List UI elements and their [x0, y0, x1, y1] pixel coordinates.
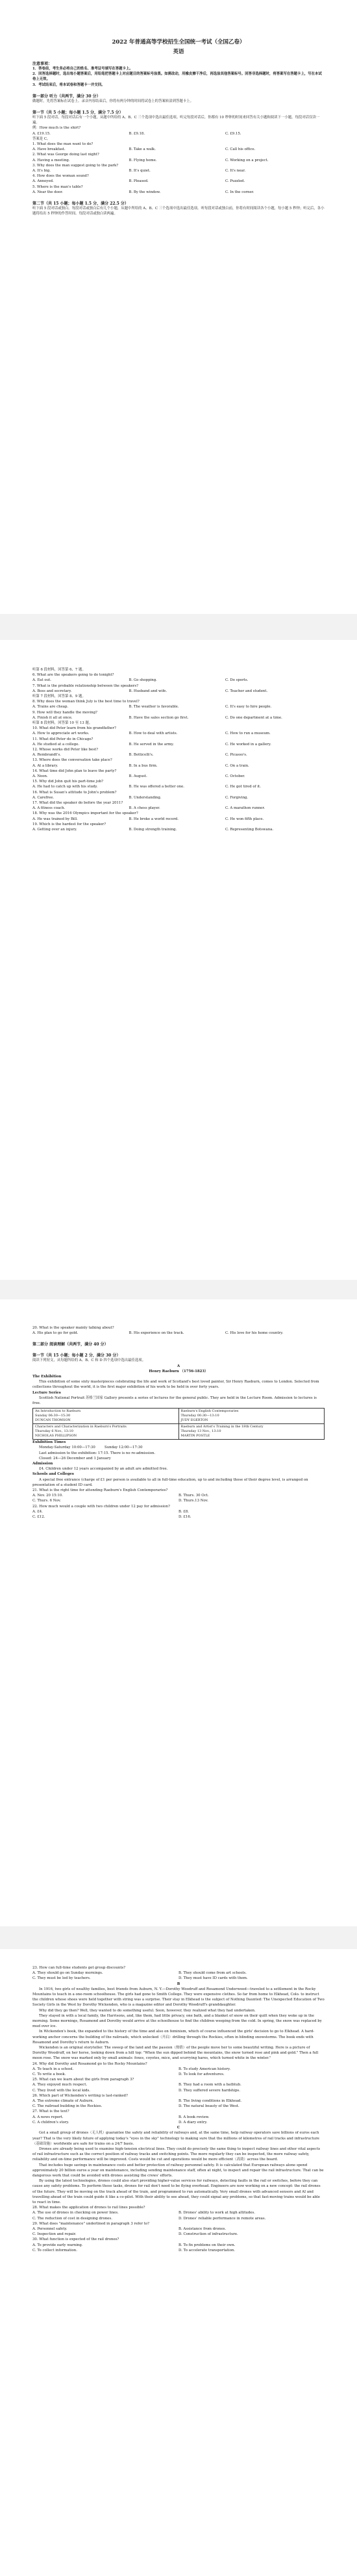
answer-option[interactable]: C. His love for his home country.	[225, 1331, 284, 1336]
answer-option[interactable]: D. Thurs.13 Nov.	[178, 1499, 208, 1503]
answer-option[interactable]: A. Have breakfast.	[32, 147, 66, 152]
question-text: 29. What does "maintenance" underlined in paragraph 3 refer to?	[32, 2221, 150, 2226]
answer-options	[32, 763, 325, 769]
subheading: Exhibition Times	[32, 1440, 66, 1445]
question-text: 15. Why did John quit his part-time job?	[32, 780, 104, 784]
paragraph: £4. Children under 12 years accompanied by an adult are admitted free.	[39, 1467, 168, 1472]
answer-option[interactable]: B. Doing strength training.	[129, 828, 177, 832]
answer-option[interactable]: C. October.	[225, 774, 245, 779]
page-gap	[0, 1280, 357, 1299]
answer-option[interactable]: B. They should come from art schools.	[178, 1971, 247, 1976]
paragraph: Got a small group of drones（无人机）guarantee the safety and reliability of railways and, at the same time, help railway operators save billions of euros each year? That is the very likely future of applying today's "eyes in the sky" technology to making sure that the millions of kilometres of rail tracks and infrastructure（基础设施）worldwide are safe for trains on a 24/7 basis.	[32, 2131, 319, 2146]
notice-item: 1．答卷前，考生务必将自己的姓名、准考证号填写在答题卡上。	[32, 67, 133, 71]
section-note: 阅读下列短文，从每题所给的 A、B、C 和 D 四个选项中选出最佳选项。	[32, 1358, 146, 1363]
paragraph: Last admission to the exhibition: 17:15. There is no re-admission.	[39, 1451, 156, 1455]
section-note: 听下面 5 段对话。每段对话后有一个小题，从题中所给的 A、B、C 三个选项中选出最佳选项。听完每段对话后，你都有 10 秒钟的时间来回答有关小题和阅读下一小题。每段对话仅读一遍。	[32, 116, 320, 125]
answer-option[interactable]: A. Trains are cheap.	[32, 705, 69, 709]
example-answer: 答案是 C。	[32, 136, 51, 141]
answer-option[interactable]: C. The railroad building in the Rockies.	[32, 2104, 103, 2109]
answer-options	[32, 2115, 325, 2125]
answer-option[interactable]: B. £8.	[178, 1509, 189, 1514]
question-text: 27. What is the text?	[32, 2110, 69, 2114]
answer-option[interactable]: B. August.	[129, 774, 147, 779]
notice-item: 2．回答选择题时，选出每小题答案后，用铅笔把答题卡上对应题目的答案标号涂黑。如需改动，用橡皮擦干净后，再选涂其他答案标号。回答非选择题时，将答案写在答题卡上，写在本试卷上无效。	[32, 72, 322, 82]
part-heading: 第二部分 阅读理解（共两节，满分 40 分）	[32, 1342, 108, 1347]
answer-option[interactable]: A. Annoyed.	[32, 179, 54, 184]
answer-option[interactable]: A. Carefree.	[32, 795, 55, 800]
answer-option[interactable]: C. It's easy to hire people.	[225, 705, 272, 709]
paragraph: They stayed in with a local family, the Harrisons, and, like them, had little privacy, one bath, and a blanket of snow on their quilt when they woke up in the morning. Some mornings, Rosamond and Dorothy would arrive at the schoolhouse to find the children weeping from the cold. In spring, the snow was replaced by mud over ice.	[32, 2013, 322, 2029]
subheading: Admission	[32, 1462, 53, 1466]
answer-options	[32, 168, 325, 173]
answer-option[interactable]: C. Representing Botswana.	[225, 828, 274, 832]
answer-option[interactable]: A. £4.	[32, 1509, 43, 1514]
option: B. £9.18.	[129, 131, 145, 136]
answer-option[interactable]: C. How to run a museum.	[225, 732, 271, 736]
answer-option[interactable]: D. They suffered severe hardships.	[178, 2088, 241, 2093]
paragraph: This exhibition of some sixty masterpieces celebrating the life and work of Scotland's best loved painter, Sir Henry Raeburn, comes to London. Selected from collections throughout the world, it is the first major exhibition of his work to be held in over forty years.	[32, 1380, 319, 1390]
section-note: 听下面 5 段对话或独白。每段对话或独白后有几个小题，从题中所给的 A、B、C 三个选项中选出最佳选项。听每段对话或独白前，你将有时间阅读各个小题，每小题 5 秒钟；听完后，各小题将给出 5 秒钟的作答时间。每段对话或独白读两遍。	[32, 207, 325, 216]
answer-options	[32, 817, 325, 822]
option: A. £19.15.	[32, 131, 51, 136]
section-heading: 第一节（共 5 小题；每小题 1.5 分，满分 7.5 分）	[32, 110, 123, 116]
answer-option[interactable]: D. To look for adventures.	[178, 2072, 225, 2077]
question-text: 25. What can we learn about the girls from paragraph 3?	[32, 2078, 134, 2082]
answer-option[interactable]: A. Rembrandt's.	[32, 753, 61, 758]
answer-option[interactable]: A. It's big.	[32, 169, 51, 173]
answer-options	[32, 2098, 325, 2109]
question-text: 3. Why does the man suggest going to the park?	[32, 163, 119, 168]
paragraph: In 1916, two girls of wealthy families, best friends from Auburn, N. Y.—Dorothy Woodruff and Rosamond Underwood—traveled to a settlement in the Rocky Mountains to teach in a one-room schoolhouse. The girls had gone to Smith College. They were expensive clothes. So far from home to Elkhead, Colo. to instruct the children whose shoes were held together with string was a surprise. Their stay in Elkhead is the subject of Nothing Daunted: The Unexpected Education of Two Society Girls in the West by Dorothy Wickenden, who is a magazine editor and Dorothy Woodruff's granddaughter.	[32, 1987, 325, 2008]
question-text: 2. What was George doing last night?	[32, 153, 99, 157]
answer-option[interactable]: A. They enjoyed much respect.	[32, 2083, 88, 2087]
exam-subject: 英语	[173, 49, 184, 55]
answer-options	[32, 784, 325, 789]
answer-options	[32, 2082, 325, 2093]
answer-option[interactable]: A. Boss and secretary.	[32, 689, 72, 693]
answer-option[interactable]: C. Call his office.	[225, 147, 256, 152]
answer-option[interactable]: C. Teacher and student.	[225, 689, 268, 693]
answer-option[interactable]: A. Having a meeting.	[32, 158, 70, 162]
answer-option[interactable]: C. He worked in a gallery.	[225, 742, 271, 746]
question-text: 22. How much would a couple with two children under 12 pay for admission?	[32, 1504, 170, 1509]
answer-options	[32, 2067, 325, 2077]
answer-option[interactable]: A. Eat out.	[32, 678, 51, 683]
question-text: 13. Where does the conversation take place?	[32, 758, 112, 763]
passage-label: A	[177, 1364, 180, 1368]
listening-instruction: 听第 7 段材料，回答第 8、9 题。	[32, 695, 86, 699]
part-heading: 第一部分 听力（共两节，满分 30 分）	[32, 94, 101, 99]
answer-options	[32, 1493, 325, 1503]
answer-option[interactable]: D. The natural beauty of the West.	[178, 2104, 240, 2109]
part-note: 做题时，先将答案标在试卷上。录音内容结束后，你将有两分钟的时间将试卷上的答案转涂到答题卡上。	[32, 99, 193, 103]
answer-option[interactable]: D. A diary entry.	[178, 2120, 208, 2124]
exam-page-3	[0, 1299, 357, 1926]
answer-option[interactable]: C. To write a book.	[32, 2072, 66, 2077]
answer-options	[32, 752, 325, 758]
subheading: Schools and Colleges	[32, 1472, 74, 1477]
answer-option[interactable]: D. Drones' reliable performance in remote areas.	[178, 2216, 266, 2221]
answer-option[interactable]: B. To fix problems on their own.	[178, 2243, 236, 2247]
answer-option[interactable]: C. They lived with the local kids.	[32, 2088, 91, 2093]
paragraph: A special free entrance (charge of £1 per person is available to all in full-time education, up to and including those of their degree level, is arranged on presentation of a student ID card.	[32, 1477, 308, 1487]
answer-option[interactable]: B. How to deal with artists.	[129, 732, 178, 736]
question-text: 20. What is the speaker mainly talking about?	[32, 1326, 114, 1330]
answer-option[interactable]: C. Picasso's.	[225, 753, 247, 758]
answer-option[interactable]: B. Botticelli's.	[129, 753, 154, 758]
question-text: 11. What did Peter do in Chicago?	[32, 737, 93, 741]
answer-option[interactable]: C. A children's story.	[32, 2120, 69, 2124]
answer-option[interactable]: A. Personnel safety.	[32, 2226, 68, 2231]
question-text: 4. How does the woman sound?	[32, 174, 89, 179]
answer-option[interactable]: B. He was offered a better one.	[129, 785, 185, 789]
answer-option[interactable]: B. The living conditions in Elkhead.	[178, 2099, 242, 2104]
answer-option[interactable]: B. Thurs. 30 Oct.	[178, 1494, 209, 1498]
paragraph: Monday-Saturday 10:00—17:30 Sunday 12:00—17:30	[39, 1446, 143, 1450]
answer-options	[32, 827, 325, 832]
paragraph: Scottish National Portrait 苏格兰国家 Gallery presents a series of lectures for the general public. They are held in the Lecture Room. Admission to lectures is free.	[32, 1396, 317, 1406]
answer-option[interactable]: B. Pleased.	[129, 179, 149, 184]
answer-option[interactable]: C. They must be led by teachers.	[32, 1976, 91, 1981]
notice-heading: 注意事项：	[32, 62, 53, 66]
question-text: 10. What did Peter learn from his grandfather?	[32, 726, 116, 731]
answer-option[interactable]: A. He had to catch up with his study.	[32, 785, 98, 789]
question-text: 9. How will they handle the moving?	[32, 710, 97, 715]
answer-option[interactable]: C. The reduction of cost in designing drones.	[32, 2216, 112, 2221]
answer-option[interactable]: A. Near the door.	[32, 190, 63, 194]
question-list	[32, 699, 325, 721]
paragraph: By using the latest technologies, drones could also start providing higher-value services for railways, detecting faults in the rail or switches, before they can cause any safety problems. To perform these tasks, drones for rail don't need to be flying overhead. Engineers are now working on a new concept: the rail drones of the future. They will be moving on the track ahead of the train, and programmed to run automatically. Very small drones with advanced sensors and AI and travelling ahead of the train could guide it like a co-pilot. With their ability to see ahead, they could signal any problems, so that fast-moving trains would be able to react in time.	[32, 2179, 321, 2204]
paragraph: That includes huge savings in maintenance costs and better protection of railway personnel safety. It is calculated that European railways alone spend approximately 20 billion euros a year on maintenance, including sending maintenance staff, often at night, to inspect and repair the rail infrastructure. That can be dangerous work that could be avoided with drones assisting the crews' efforts.	[32, 2163, 324, 2178]
question-list	[32, 1965, 325, 1982]
question-text: 28. What makes the application of drones to rail lines possible?	[32, 2206, 145, 2210]
question-list	[32, 726, 325, 832]
answer-option[interactable]: B. Husband and wife.	[129, 689, 167, 693]
question-list	[32, 2061, 325, 2125]
answer-option[interactable]: B. His experience on the track.	[129, 1331, 184, 1336]
question-text: 30. What function is expected of the rail drones?	[32, 2238, 119, 2242]
answer-option[interactable]: B. It's quiet.	[129, 169, 151, 173]
answer-option[interactable]: A. Nov. 20 15:10.	[32, 1494, 63, 1498]
subheading: Lecture Series	[32, 1390, 61, 1395]
answer-options	[32, 678, 325, 683]
answer-options	[32, 689, 325, 694]
answer-option[interactable]: A. He studied at a college.	[32, 742, 80, 746]
answer-option[interactable]: B. They had a room with a bathtub.	[178, 2083, 241, 2087]
answer-option[interactable]: A. At a library.	[32, 763, 58, 768]
answer-options	[32, 190, 325, 195]
example-question: 例：How much is the shirt?	[32, 126, 81, 131]
question-text: 18. Why was the 2016 Olympics important for the speaker?	[32, 811, 138, 816]
answer-options	[32, 1331, 325, 1336]
answer-option[interactable]: D. They must have ID cards with them.	[178, 1976, 248, 1981]
answer-option[interactable]: A. Getting over an injury.	[32, 828, 77, 832]
listening-instruction: 听第 6 段材料，回答第 6、7 题。	[32, 668, 86, 672]
answer-option[interactable]: A. The extreme climate of Auburn.	[32, 2099, 94, 2104]
answer-options	[32, 1970, 325, 1981]
question-list	[32, 672, 325, 694]
question-text: 5. Where is the man's table?	[32, 185, 83, 189]
answer-option[interactable]: B. A book review.	[178, 2115, 210, 2119]
notice-item: 3．考试结束后，将本试卷和答题卡一并交回。	[32, 83, 105, 87]
lecture-cell: An Introduction to Raeburn Sunday 06:30—15:30 DUNCAN THOMSON	[33, 1409, 179, 1424]
answer-option[interactable]: C. It's near.	[225, 169, 246, 173]
answer-option[interactable]: D. To accelerate transportation.	[178, 2248, 236, 2252]
answer-option[interactable]: C. On a train.	[225, 763, 249, 768]
question-text: 24. Why did Dorothy and Rosamond go to the Rocky Mountains?	[32, 2061, 147, 2066]
answer-option[interactable]: A. How to appreciate art works.	[32, 732, 90, 736]
answer-option[interactable]: B. Understanding.	[129, 795, 162, 800]
answer-options	[32, 795, 325, 800]
answer-options	[32, 2243, 325, 2253]
section-heading: 第二节（共 15 小题；每小题 1.5 分，满分 22.5 分）	[32, 201, 129, 207]
answer-option[interactable]: C. £12.	[32, 1515, 45, 1520]
exam-page-2	[0, 640, 357, 1280]
answer-option[interactable]: C. In the corner.	[225, 190, 254, 194]
lecture-table	[32, 1408, 325, 1440]
page-gap	[0, 1926, 357, 1949]
question-list	[32, 142, 325, 195]
question-text: 8. Why does the woman think July is the best time to travel?	[32, 700, 140, 704]
answer-option[interactable]: A. They should go on Sunday mornings.	[32, 1971, 103, 1976]
answer-option[interactable]: C. He won fifth place.	[225, 817, 264, 821]
answer-options	[32, 704, 325, 709]
answer-option[interactable]: B. Have the sales section go first.	[129, 715, 189, 720]
answer-options	[32, 158, 325, 163]
answer-option[interactable]: C. Do sports.	[225, 678, 249, 683]
answer-option[interactable]: C. A marathon runner.	[225, 806, 265, 811]
answer-options	[32, 2210, 325, 2221]
answer-option[interactable]: B. Assistance from drones.	[178, 2226, 227, 2231]
answer-options	[32, 731, 325, 736]
question-text: 26. Which part of Wickenden's writing is last-ranked?	[32, 2093, 128, 2098]
answer-option[interactable]: A. A news report.	[32, 2115, 64, 2119]
answer-option[interactable]: B. Go shopping.	[129, 678, 157, 683]
paragraph: Drones are already being used to examine high-tension electrical lines. They could do precisely the same thing to inspect railway lines and other vital aspects of rail infrastructure such as the correct position of railway tracks and switching points. The more regularly they can be inspected, the more railway safety, reliability and on-time performance will be improved. Costs would be cut and operations would be more efficient（高效）across the board.	[32, 2147, 321, 2162]
answer-option[interactable]: C. Forgiving.	[225, 795, 249, 800]
lecture-cell: Raeburn and Artist's Training in the 18th Century Thursday 13 Nov., 13:10 MARTIN POSTLE	[178, 1424, 325, 1440]
answer-option[interactable]: C. Inspection and repair.	[32, 2232, 77, 2237]
answer-option[interactable]: A. Finish it all at once.	[32, 715, 73, 720]
answer-option[interactable]: D. Construction of infrastructure.	[178, 2232, 238, 2237]
answer-option[interactable]: B. He broke a world record.	[129, 817, 178, 821]
question-text: 1. What does the man want to do?	[32, 142, 93, 147]
option: C. £9.15.	[225, 131, 241, 136]
question-list	[32, 2205, 325, 2253]
answer-option[interactable]: C. Do one department at a time.	[225, 715, 282, 720]
answer-option[interactable]: B. To study American history.	[178, 2067, 231, 2071]
answer-option[interactable]: B. Drones' ability to work at high altitudes.	[178, 2211, 255, 2215]
answer-option[interactable]: C. Puzzled.	[225, 179, 245, 184]
answer-options	[32, 2226, 325, 2237]
answer-options	[32, 179, 325, 184]
answer-options	[32, 806, 325, 811]
answer-option[interactable]: C. He got tired of it.	[225, 785, 261, 789]
answer-option[interactable]: B. By the window.	[129, 190, 161, 194]
answer-option[interactable]: A. He was trained by Bill.	[32, 817, 78, 821]
answer-options	[32, 1509, 325, 1520]
exam-title: 2022 年普通高等学校招生全国统一考试（全国乙卷）	[112, 39, 245, 45]
answer-option[interactable]: A. Noon.	[32, 774, 48, 779]
lecture-cell: Characters and Characterization in Raeburn's Portraits Thursday 6 Nov., 13:10 NICHOLAS PHILLIPSON	[33, 1424, 179, 1440]
answer-option[interactable]: C. To collect information.	[32, 2248, 77, 2252]
question-text: 14. What time did John plan to leave the party?	[32, 769, 117, 773]
answer-option[interactable]: C. Working on a project.	[225, 158, 269, 162]
question-list	[32, 1325, 325, 1336]
answer-option[interactable]: B. A chess player.	[129, 806, 160, 811]
answer-option[interactable]: B. Flying home.	[129, 158, 157, 162]
exhibition-title: Henry Raeburn （1756-1823）	[149, 1369, 208, 1373]
listening-instruction: 听第 8 段材料，回答第 10 至 13 题。	[32, 721, 93, 726]
question-list	[32, 1488, 325, 1520]
answer-option[interactable]: B. Take a walk.	[129, 147, 156, 152]
question-text: 21. What is the right time for attending Raeburn's English Contemporaries?	[32, 1488, 168, 1493]
answer-option[interactable]: B. In a bus firm.	[129, 763, 158, 768]
question-text: 16. What is Susan's attitude to John's problem?	[32, 790, 117, 795]
answer-option[interactable]: D. £16.	[178, 1515, 191, 1520]
answer-option[interactable]: A. To provide early warning.	[32, 2243, 83, 2247]
answer-options	[32, 774, 325, 779]
question-text: 19. Which is the hardest for the speaker?	[32, 822, 106, 826]
answer-option[interactable]: A. To teach in a school.	[32, 2067, 74, 2071]
answer-options	[32, 742, 325, 747]
answer-options	[32, 147, 325, 152]
answer-option[interactable]: B. The weather is favorable.	[129, 705, 179, 709]
paragraph: Why did they go then? Well, they wanted to do something useful. Soon, however, they realized what they had undertaken.	[39, 2008, 256, 2013]
paragraph: Closed: 24—26 December and 1 January	[39, 1456, 111, 1460]
answer-option[interactable]: A. His plan to go for gold.	[32, 1331, 79, 1336]
section-heading: 第一节（共 15 小题；每小题 2 分，满分 30 分）	[32, 1353, 121, 1358]
lecture-cell: Raeburn's English Contemporaries Thursday 00:30—13:10 JUDY EGERTON	[178, 1409, 325, 1424]
question-text: 6. What are the speakers going to do tonight?	[32, 673, 114, 678]
answer-option[interactable]: A. The use of drones in checking on power lines.	[32, 2211, 119, 2215]
exam-page-1	[0, 0, 357, 614]
passage-label: C	[177, 2126, 180, 2130]
answer-option[interactable]: B. He served in the army.	[129, 742, 174, 746]
exam-page-4	[0, 1949, 357, 2576]
question-text: 12. Whose works did Peter like best?	[32, 748, 99, 752]
paragraph: Wickenden is an original storyteller. The sweep of the land and the passion（热情）of the people move her to some beautiful writing. Here is a picture of Dorothy Woodruff, on her horse, looking down from a hill top: "When the sun dipped behind the mountains, the snow turned rose and pink and gold." Then a full moon rose. The snow was marked only by small animals: foxes, coyotes, mice, and scurrying hares, which turned white in the winter."	[32, 2046, 319, 2061]
page-gap	[0, 614, 357, 640]
question-text: 23. How can full-time students get group discounts?	[32, 1966, 126, 1970]
answer-options	[32, 715, 325, 721]
answer-option[interactable]: A. A fitness coach.	[32, 806, 66, 811]
question-text: 7. What is the probable relationship between the speakers?	[32, 683, 139, 688]
subheading: The Exhibition	[32, 1375, 62, 1379]
passage-label: B	[177, 1982, 180, 1986]
question-text: 17. What did the speaker do before the year 2011?	[32, 801, 123, 806]
answer-option[interactable]: C. Thurs. 6 Nov.	[32, 1499, 61, 1503]
example-options	[32, 131, 325, 136]
paragraph: In Wickenden's book, the expanded to the history of the time and also on feminism, which of course influenced the girls' decision to go to Elkhead. A hard-working anchor concerns the building of the railroads, which unlocked（开启）drilling through the Rockies, often in blinding snowstorms. The book ends with Rosamond and Dorothy's return to Auburn.	[32, 2030, 315, 2045]
